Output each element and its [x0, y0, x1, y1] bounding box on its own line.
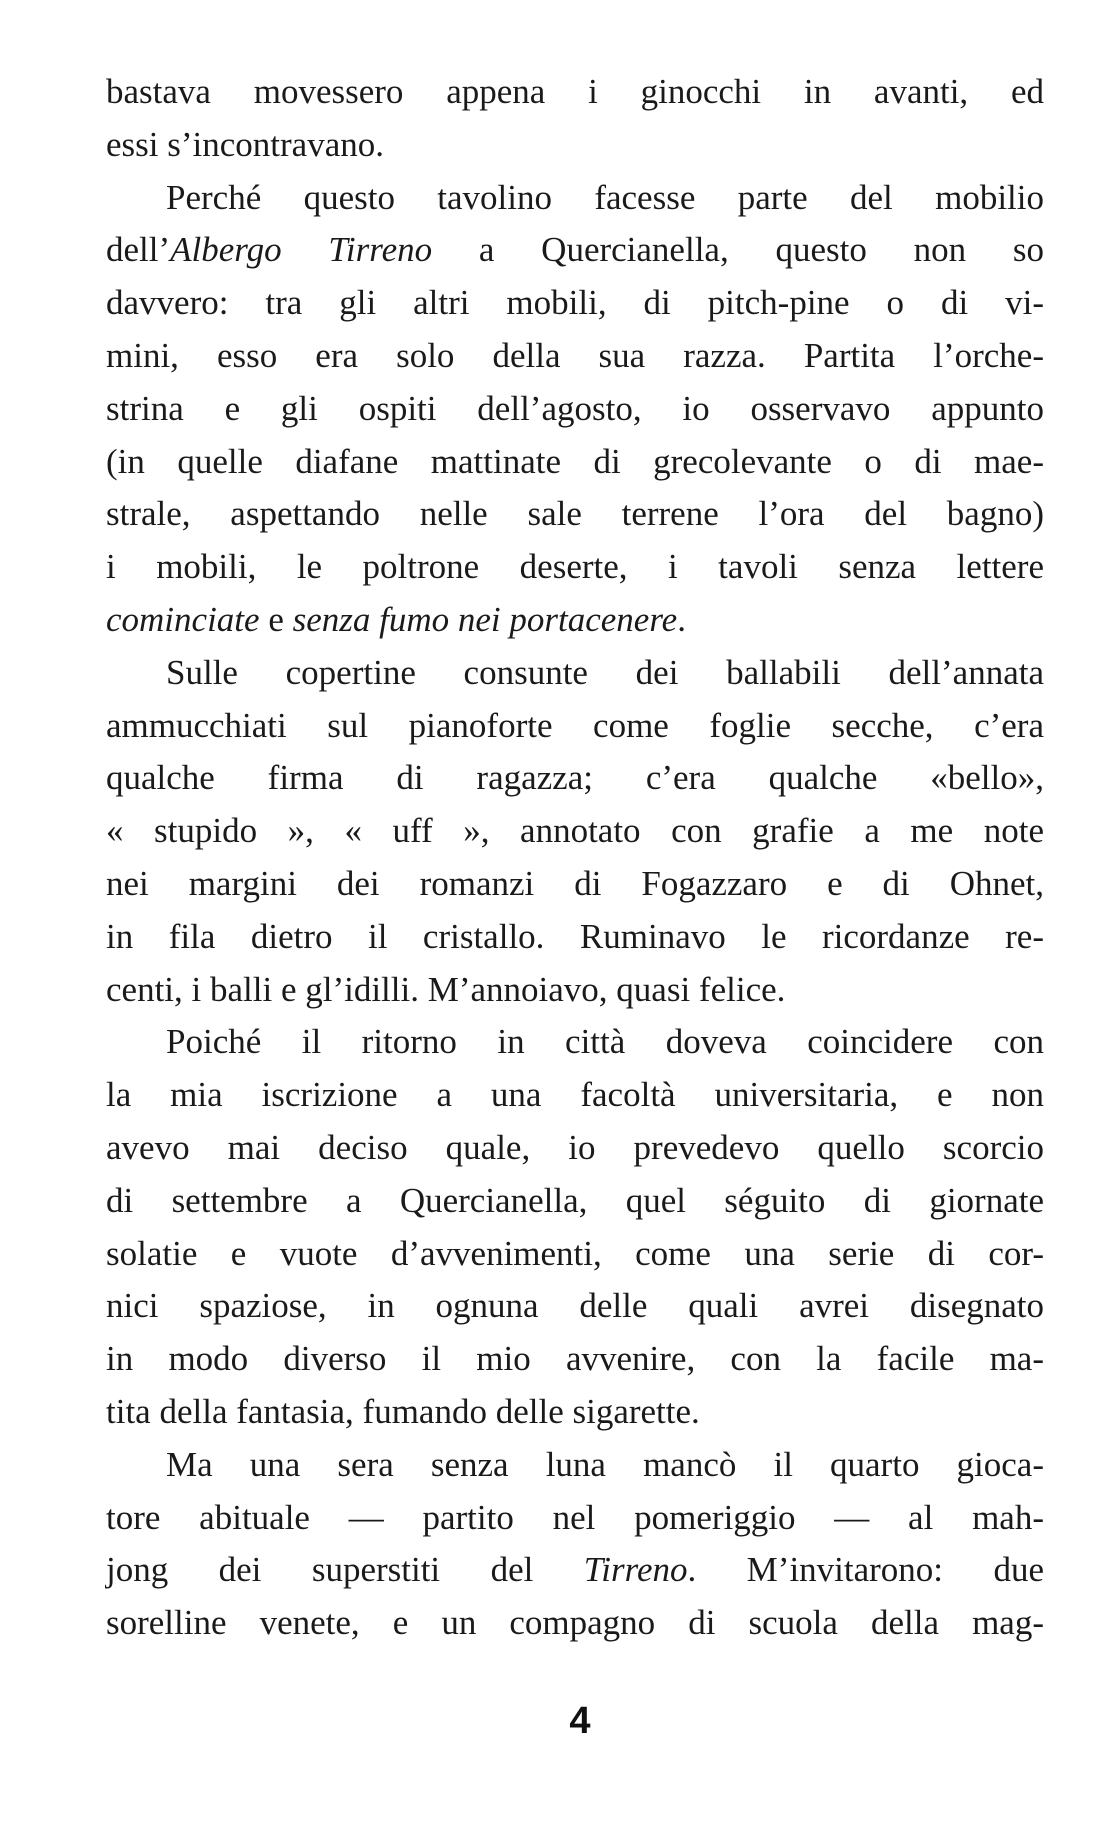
text-segment: nei margini dei romanzi di Fogazzaro e di Ohnet, [106, 863, 1044, 903]
text-segment: nici spaziose, in ognuna delle quali avrei disegnato [106, 1286, 1044, 1326]
text-segment: Poiché il ritorno in città doveva coincidere con [166, 1022, 1044, 1062]
text-line [106, 805, 1044, 858]
text-line [106, 752, 1044, 805]
italic-text-segment: Tirreno [583, 1550, 688, 1590]
text-line [106, 66, 1044, 119]
text-line [106, 383, 1044, 436]
text-segment: avevo mai deciso quale, io prevedevo quello scorcio [106, 1127, 1044, 1167]
text-line [106, 224, 1044, 277]
text-segment: jong dei superstiti del [106, 1550, 584, 1590]
text-segment: in fila dietro il cristallo. Ruminavo le ricordanze re- [106, 916, 1044, 956]
italic-text-segment: cominciate [106, 599, 260, 639]
text-segment: i mobili, le poltrone deserte, i tavoli senza lettere [106, 547, 1044, 587]
text-segment: ammucchiati sul pianoforte come foglie secche, c’era [106, 705, 1044, 745]
text-segment: dell’ [106, 230, 171, 270]
text-segment: Perché questo tavolino facesse parte del mobilio [166, 177, 1044, 217]
text-line [106, 647, 1044, 700]
body-text [106, 66, 1044, 1650]
text-segment: tita della fantasia, fumando delle sigarette. [106, 1391, 700, 1431]
text-line [106, 1386, 1044, 1439]
text-segment: bastava movessero appena i ginocchi in avanti, ed [106, 72, 1044, 111]
text-segment: . M’invitarono: due [687, 1550, 1044, 1590]
text-segment: essi s’incontravano. [106, 124, 384, 164]
text-segment: Sulle copertine consunte dei ballabili dell’annata [166, 652, 1044, 692]
text-segment: Ma una sera senza luna mancò il quarto gioca- [166, 1444, 1044, 1484]
text-segment: di settembre a Quercianella, quel séguito di giornate [106, 1180, 1044, 1220]
italic-text-segment: Albergo Tirreno [170, 230, 433, 270]
page-number: 4 [569, 1700, 591, 1742]
text-line [106, 1280, 1044, 1333]
text-segment: centi, i balli e gl’idilli. M’annoiavo, quasi felice. [106, 969, 786, 1009]
text-line [106, 119, 1044, 172]
text-line [106, 594, 1044, 647]
text-line [106, 964, 1044, 1017]
text-line [106, 1333, 1044, 1386]
text-segment: solatie e vuote d’avvenimenti, come una serie di cor- [106, 1233, 1044, 1273]
text-line [106, 1492, 1044, 1545]
text-segment: in modo diverso il mio avvenire, con la facile ma- [106, 1339, 1044, 1379]
text-segment: e [259, 599, 293, 639]
text-segment: . [677, 599, 686, 639]
text-segment: strale, aspettando nelle sale terrene l’ora del bagno) [106, 494, 1044, 534]
text-line [106, 1228, 1044, 1281]
text-segment: tore abituale — partito nel pomeriggio — al mah- [106, 1497, 1044, 1537]
text-segment: qualche firma di ragazza; c’era qualche «bello», [106, 758, 1044, 798]
text-line [106, 1439, 1044, 1492]
text-line [106, 330, 1044, 383]
text-segment: sorelline venete, e un compagno di scuola della mag- [106, 1603, 1044, 1643]
text-line [106, 541, 1044, 594]
text-segment: davvero: tra gli altri mobili, di pitch-pine o di vi- [106, 283, 1044, 323]
text-segment: la mia iscrizione a una facoltà universitaria, e non [106, 1075, 1044, 1115]
text-segment: « stupido », « uff », annotato con grafie a me note [106, 811, 1044, 851]
text-line [106, 911, 1044, 964]
text-line [106, 1069, 1044, 1122]
text-line [106, 488, 1044, 541]
text-line [106, 436, 1044, 489]
italic-text-segment: senza fumo nei portacenere [292, 599, 678, 639]
text-line [106, 1175, 1044, 1228]
text-line [106, 1544, 1044, 1597]
text-segment: a Quercianella, questo non so [432, 230, 1044, 270]
text-line [106, 172, 1044, 225]
text-line [106, 1122, 1044, 1175]
text-line [106, 1597, 1044, 1650]
text-segment: mini, esso era solo della sua razza. Partita l’orche- [106, 335, 1044, 375]
text-line [106, 700, 1044, 753]
text-segment: strina e gli ospiti dell’agosto, io osservavo appunto [106, 388, 1044, 428]
text-line [106, 277, 1044, 330]
text-line [106, 858, 1044, 911]
text-segment: (in quelle diafane mattinate di grecolevante o di mae- [106, 441, 1044, 481]
text-line [106, 1016, 1044, 1069]
